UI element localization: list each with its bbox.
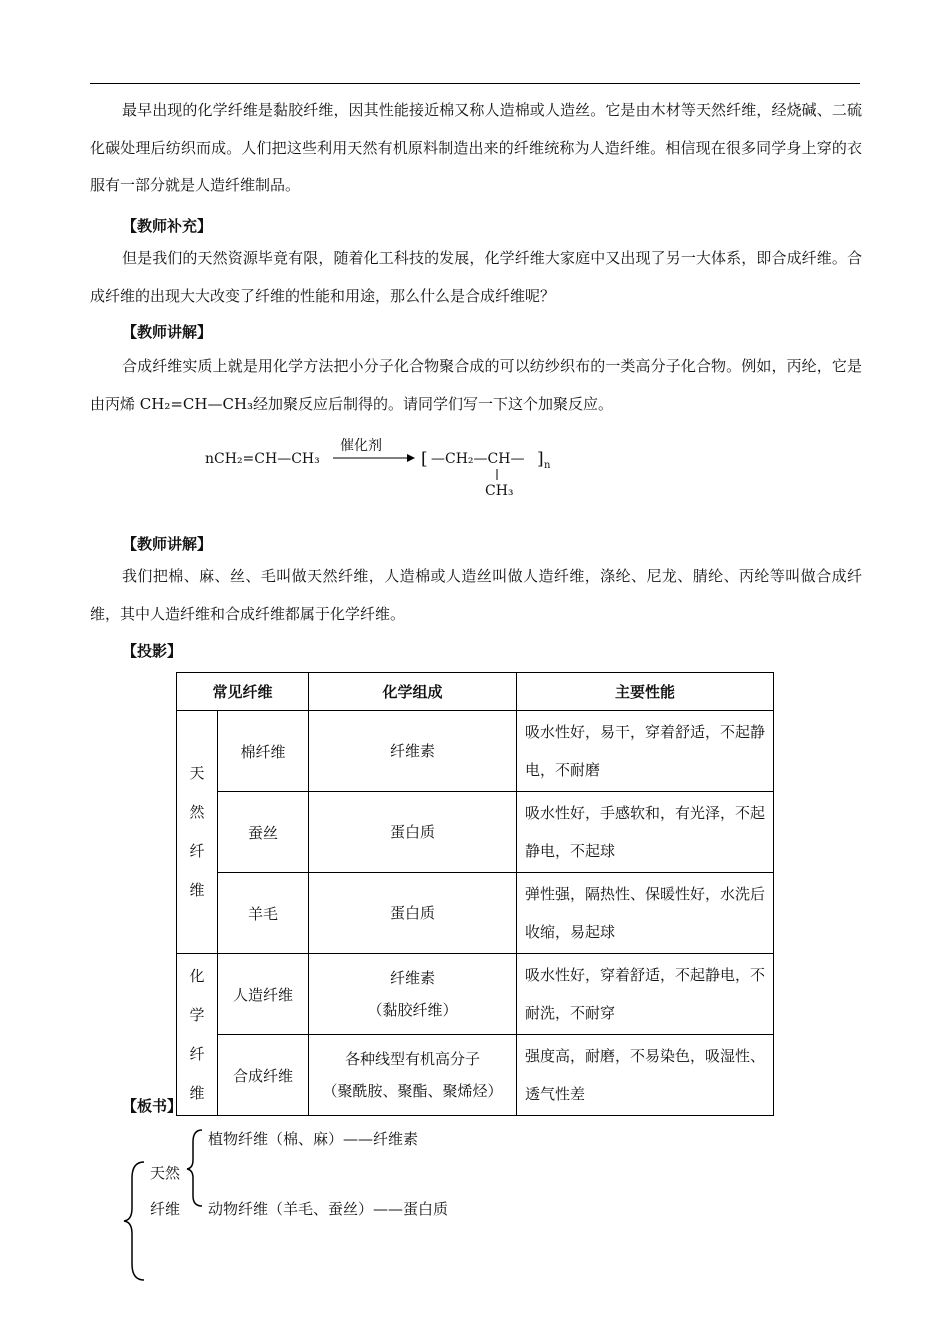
blackboard-diagram	[120, 1120, 520, 1290]
category-natural: 天 然 纤 维	[177, 711, 218, 954]
table-row	[177, 873, 774, 954]
product-open-bracket: [	[421, 449, 428, 469]
heading-teacher-explain-1: 【教师讲解】	[122, 323, 213, 341]
category-chemical: 化 学 纤 维	[177, 954, 218, 1116]
paragraph-rayon-intro: 最早出现的化学纤维是黏胶纤维，因其性能接近棉又称人造棉或人造丝。它是由木材等天然纤维，经烧碱、二硫化碳处理后纺织而成。人们把这些利用天然有机原料制造出来的纤维统称为人造纤维。相信现在很多同学身上穿的衣服有一部分就是人造纤维制品。	[90, 101, 862, 194]
fiber-property: 吸水性好，穿着舒适，不起静电，不耐洗，不耐穿	[517, 954, 774, 1035]
branch-bond	[495, 469, 499, 481]
fiber-property: 吸水性好，易干，穿着舒适，不起静电，不耐磨	[517, 711, 774, 792]
table-row	[177, 954, 774, 1035]
heading-blackboard: 【板书】	[122, 1097, 183, 1115]
table-row	[177, 792, 774, 873]
polymer-subscript: n	[544, 460, 551, 471]
heading-teacher-supplement: 【教师补充】	[122, 217, 213, 235]
polymerization-equation	[205, 433, 565, 503]
inner-brace-icon	[184, 1128, 206, 1208]
heading-projection: 【投影】	[122, 642, 183, 660]
paragraph-synthetic-question: 但是我们的天然资源毕竟有限，随着化工科技的发展，化学纤维大家庭中又出现了另一大体系，即合成纤维。合成纤维的出现大大改变了纤维的性能和用途，那么什么是合成纤维呢？	[90, 249, 862, 305]
fiber-composition: 蛋白质	[309, 873, 517, 954]
fiber-property: 弹性强，隔热性、保暖性好，水洗后收缩，易起球	[517, 873, 774, 954]
fiber-composition: 各种线型有机高分子 （聚酰胺、聚酯、聚烯烃）	[309, 1035, 517, 1116]
fiber-composition: 纤维素 （黏胶纤维）	[309, 954, 517, 1035]
board-plant-fiber: 植物纤维（棉、麻）——纤维素	[208, 1130, 419, 1148]
board-natural-label-1: 天然	[150, 1164, 181, 1182]
fiber-property: 吸水性好，手感软和，有光泽，不起静电，不起球	[517, 792, 774, 873]
product-close-bracket: ]	[537, 449, 544, 469]
header-properties: 主要性能	[517, 673, 774, 711]
table-row	[177, 1035, 774, 1116]
branch-methyl: CH₃	[485, 483, 514, 499]
fiber-composition: 蛋白质	[309, 792, 517, 873]
table-row	[177, 711, 774, 792]
header-rule	[90, 83, 860, 84]
fiber-name: 羊毛	[218, 873, 309, 954]
heading-teacher-explain-2: 【教师讲解】	[122, 535, 213, 553]
fiber-name: 棉纤维	[218, 711, 309, 792]
outer-brace-icon	[120, 1160, 150, 1282]
fiber-property: 强度高，耐磨，不易染色，吸湿性、透气性差	[517, 1035, 774, 1116]
reaction-arrow-icon	[333, 451, 415, 465]
table-header-row	[177, 673, 774, 711]
reactant: nCH₂=CH—CH₃	[205, 451, 320, 467]
header-common-fiber: 常见纤维	[177, 673, 309, 711]
board-animal-fiber: 动物纤维（羊毛、蚕丝）——蛋白质	[208, 1200, 449, 1218]
catalyst-label: 催化剂	[340, 438, 382, 454]
board-natural-label-2: 纤维	[150, 1200, 181, 1218]
fiber-table	[176, 672, 774, 1116]
fiber-composition: 纤维素	[309, 711, 517, 792]
fiber-name: 蚕丝	[218, 792, 309, 873]
paragraph-synthetic-definition: 合成纤维实质上就是用化学方法把小分子化合物聚合成的可以纺纱织布的一类高分子化合物。例如，丙纶，它是由丙烯 CH₂=CH—CH₃经加聚反应后制得的。请同学们写一下这个加聚反应。	[90, 357, 862, 413]
header-composition: 化学组成	[309, 673, 517, 711]
paragraph-fiber-classification: 我们把棉、麻、丝、毛叫做天然纤维，人造棉或人造丝叫做人造纤维，涤纶、尼龙、腈纶、丙纶等叫做合成纤维，其中人造纤维和合成纤维都属于化学纤维。	[90, 567, 862, 623]
fiber-name: 合成纤维	[218, 1035, 309, 1116]
product-chain: —CH₂—CH—	[431, 451, 525, 467]
fiber-name: 人造纤维	[218, 954, 309, 1035]
